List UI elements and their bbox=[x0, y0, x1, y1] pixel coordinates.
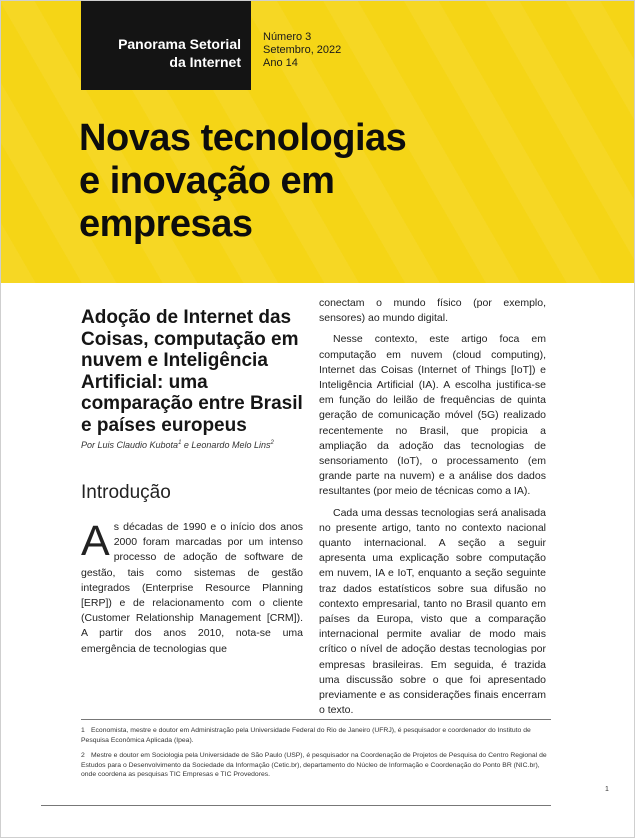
hero-banner bbox=[1, 1, 634, 283]
page-number: 1 bbox=[605, 786, 609, 793]
hero-title bbox=[79, 117, 406, 246]
drop-cap: A bbox=[81, 517, 110, 565]
hero-title-line2: e inovação em bbox=[79, 160, 335, 202]
body-paragraph-1: conectam o mundo físico (por exemplo, sensores) ao mundo digital. bbox=[319, 297, 546, 325]
body-paragraph-3: Cada uma dessas tecnologias será analisada no presente artigo, tanto no contexto nacional quanto internacional. A seção a seguir apresenta uma explicação sobre computação em nuvem, IA e IoT, enquanto a seção seguinte traz dados estatísticos sobre sua difusão no contexto empresarial, tanto no Brasil quanto em países da Europa, visto que a comparação internacional permite avaliar de modo mais crítico o nível de adoção destas tecnologias por empresas brasileiras. Em seguida, é trazida uma discussão sobre o que foi apresentado previamente e as considerações finais encerram o texto. bbox=[319, 506, 546, 717]
intro-heading: Introdução bbox=[81, 482, 171, 503]
article-title: Adoção de Internet das Coisas, computação em nuvem e Inteligência Artificial: uma comparação entre Brasil e países europeus bbox=[81, 307, 303, 436]
footnote-text-1: Economista, mestre e doutor em Administração pela Universidade Federal do Rio de Janeiro (UFRJ), é pesquisador e coordenador do Instituto de Pesquisa Econômica Aplicada (Ipea). bbox=[81, 727, 531, 744]
publication-name bbox=[118, 35, 241, 71]
footnote-1 bbox=[81, 726, 551, 745]
publication-name-line1: Panorama Setorial bbox=[118, 36, 241, 52]
footnote-mark-1: 1 bbox=[81, 727, 85, 734]
footnote-2 bbox=[81, 751, 551, 780]
footnote-ref-1[interactable]: 1 bbox=[178, 440, 182, 446]
author-2: e Leonardo Melo Lins bbox=[181, 440, 271, 450]
issue-info bbox=[263, 31, 341, 70]
article-authors bbox=[81, 440, 303, 450]
footnote-mark-2: 2 bbox=[81, 752, 85, 760]
intro-paragraph bbox=[81, 517, 303, 657]
right-column bbox=[319, 296, 546, 718]
body-paragraph-2: Nesse contexto, este artigo foca em computação em nuvem (cloud computing), Internet das Coisas (Internet of Things [IoT]) e Inteligência Artificial (IA). A escolha justifica-se em função do leilão de frequências de quinta geração de comunicação móvel (5G) realizado recentemente no Brasil, que propicia a ampliação da adoção das tecnologias de sensoriamento (IoT), o processamento (em grande parte na nuvem) e a análise dos dados resultantes (por meio de técnicas como a IA). bbox=[319, 333, 546, 498]
hero-title-line3: empresas bbox=[79, 203, 253, 245]
left-column bbox=[81, 307, 303, 657]
footnote-ref-2[interactable]: 2 bbox=[270, 440, 274, 446]
footnote-text-2: Mestre e doutor em Sociologia pela Universidade de São Paulo (USP), é pesquisador na Coordenação de Projetos de Pesquisa do Centro Regional de Estudos para o Desenvolvimento da Sociedade da Informação (Cetic.br), departamento do Núcleo de Informação e Coordenação do Ponto BR (NIC.br), onde coordena as pesquisas TIC Empresas e TIC Provedores. bbox=[81, 752, 547, 779]
masthead-block bbox=[81, 1, 251, 90]
footnote-divider bbox=[81, 719, 551, 720]
publication-name-line2: da Internet bbox=[169, 54, 241, 70]
author-1: Por Luis Claudio Kubota bbox=[81, 440, 179, 450]
issue-number: Número 3 bbox=[263, 31, 312, 43]
hero-title-line1: Novas tecnologias bbox=[79, 117, 407, 159]
footnotes bbox=[81, 726, 551, 786]
issue-date: Setembro, 2022 bbox=[263, 44, 342, 56]
issue-year: Ano 14 bbox=[263, 57, 298, 69]
intro-text: s décadas de 1990 e o início dos anos 2000 foram marcadas por um intenso processo de adoção de software de gestão, tais como sistemas de gestão integrados (Enterprise Resource Planning [ERP]) e de relacionamento com o cliente (Customer Relationship Management [CRM]). A partir dos anos 2010, nota-se uma emergência de tecnologias que bbox=[81, 521, 303, 655]
bottom-divider bbox=[41, 805, 551, 806]
